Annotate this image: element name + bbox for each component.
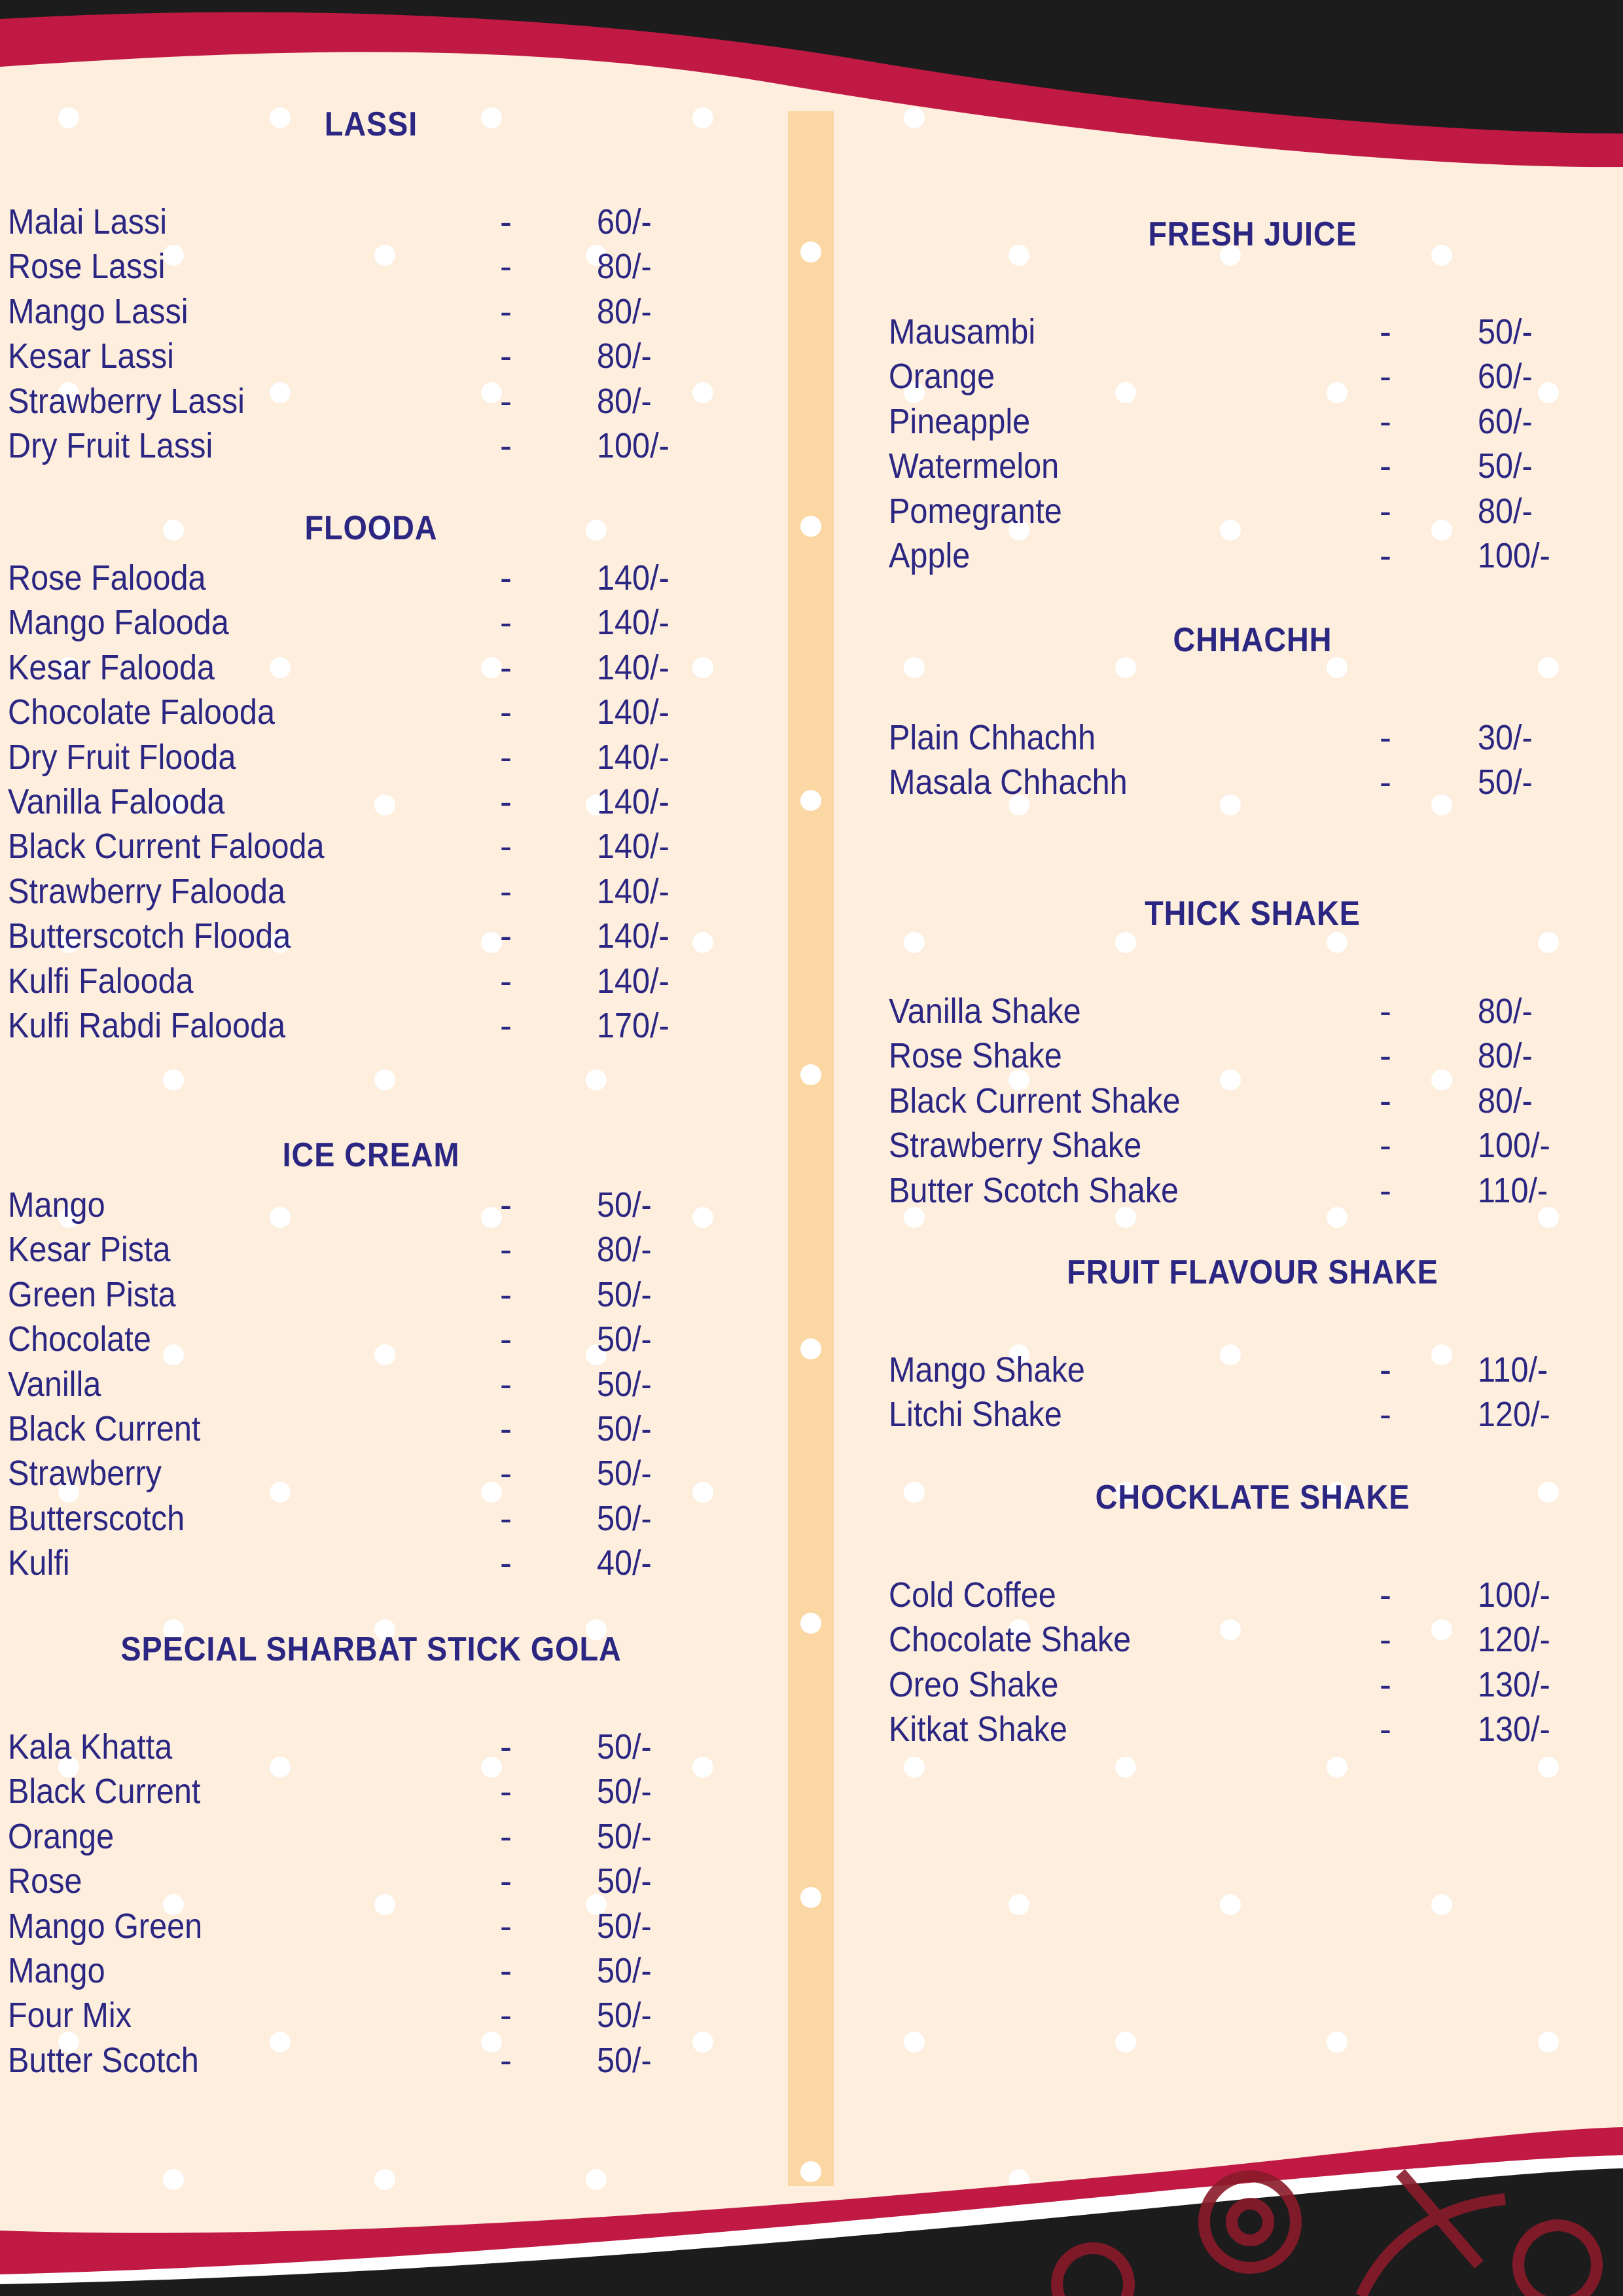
- menu-item: [8, 780, 728, 824]
- item-separator: -: [500, 1185, 512, 1225]
- item-price: 130/-: [1478, 1664, 1550, 1704]
- item-name: Litchi Shake: [889, 1395, 1062, 1435]
- item-name: Kitkat Shake: [889, 1710, 1067, 1749]
- item-separator: -: [1380, 536, 1391, 575]
- item-price: 80/-: [597, 336, 652, 376]
- item-separator: -: [500, 782, 512, 821]
- item-price: 120/-: [1478, 1620, 1550, 1660]
- item-name: Mango: [8, 1951, 105, 1990]
- item-name: Black Current Shake: [889, 1081, 1181, 1121]
- item-separator: -: [500, 291, 512, 331]
- item-name: Kulfi Falooda: [8, 961, 194, 1001]
- item-price: 140/-: [597, 692, 669, 732]
- item-separator: -: [500, 558, 512, 598]
- section-title: FLOODA: [304, 509, 438, 547]
- menu-item: [889, 1348, 1609, 1392]
- item-separator: -: [500, 1727, 512, 1767]
- item-price: 50/-: [597, 1409, 652, 1448]
- menu-item: [889, 1079, 1609, 1123]
- menu-item: [889, 1033, 1609, 1078]
- item-price: 50/-: [1478, 762, 1533, 802]
- item-price: 30/-: [1478, 718, 1533, 757]
- item-name: Butterscotch Flooda: [8, 916, 291, 956]
- item-name: Vanilla Shake: [889, 992, 1081, 1031]
- item-price: 50/-: [597, 1861, 652, 1901]
- item-price: 80/-: [597, 291, 652, 331]
- item-price: 80/-: [597, 1230, 652, 1270]
- item-name: Mango Shake: [889, 1350, 1085, 1390]
- item-price: 170/-: [597, 1006, 669, 1045]
- menu-item: [889, 533, 1609, 578]
- item-separator: -: [500, 961, 512, 1001]
- menu-item: [8, 735, 728, 780]
- item-separator: -: [1380, 1575, 1391, 1615]
- item-separator: -: [500, 692, 512, 732]
- menu-item: [889, 399, 1609, 444]
- menu-item: [8, 423, 728, 468]
- menu-item: [8, 379, 728, 423]
- item-price: 100/-: [1478, 1126, 1550, 1166]
- item-name: Chocolate Shake: [889, 1620, 1132, 1660]
- menu-item: [8, 1407, 728, 1451]
- item-separator: -: [500, 1364, 512, 1404]
- item-name: Butter Scotch: [8, 2040, 199, 2080]
- item-price: 50/-: [1478, 312, 1533, 351]
- menu-item: [8, 600, 728, 645]
- item-price: 40/-: [597, 1543, 652, 1583]
- item-separator: -: [500, 336, 512, 376]
- item-name: Pineapple: [889, 401, 1031, 441]
- item-price: 110/-: [1478, 1170, 1548, 1210]
- item-name: Mango: [8, 1185, 105, 1225]
- item-name: Chocolate Falooda: [8, 692, 275, 732]
- menu-item: [8, 289, 728, 334]
- menu-item: [8, 334, 728, 378]
- item-name: Chocolate: [8, 1319, 151, 1359]
- item-price: 50/-: [597, 1772, 652, 1812]
- item-name: Rose Shake: [889, 1036, 1062, 1076]
- menu-item: [889, 1617, 1609, 1662]
- section-title: THICK SHAKE: [1145, 895, 1361, 933]
- item-price: 80/-: [597, 247, 652, 287]
- item-separator: -: [1380, 1081, 1391, 1121]
- menu-item: [8, 690, 728, 734]
- menu-item: [8, 1362, 728, 1407]
- item-name: Cold Coffee: [889, 1575, 1056, 1615]
- menu-item: [8, 2038, 728, 2083]
- menu-item: [8, 1541, 728, 1585]
- item-name: Kulfi: [8, 1543, 70, 1583]
- item-separator: -: [1380, 1664, 1391, 1704]
- item-separator: -: [1380, 1170, 1391, 1210]
- item-name: Four Mix: [8, 1996, 132, 2036]
- item-name: Malai Lassi: [8, 202, 168, 242]
- item-separator: -: [1380, 491, 1391, 531]
- item-separator: -: [1380, 762, 1391, 802]
- menu-item: [889, 1123, 1609, 1168]
- item-price: 50/-: [597, 1364, 652, 1404]
- item-price: 50/-: [597, 1951, 652, 1990]
- menu-item: [8, 1317, 728, 1361]
- item-separator: -: [500, 1861, 512, 1901]
- item-separator: -: [1380, 1126, 1391, 1166]
- item-separator: -: [1380, 1350, 1391, 1390]
- menu-item: [8, 1451, 728, 1496]
- item-price: 140/-: [597, 647, 669, 687]
- menu-item: [8, 645, 728, 690]
- item-name: Kesar Pista: [8, 1230, 171, 1270]
- item-price: 130/-: [1478, 1710, 1550, 1749]
- item-separator: -: [500, 247, 512, 287]
- section-title: CHHACHH: [1173, 621, 1332, 659]
- item-price: 140/-: [597, 603, 669, 643]
- menu-item: [889, 444, 1609, 488]
- item-separator: -: [500, 603, 512, 643]
- item-separator: -: [1380, 718, 1391, 757]
- item-name: Strawberry Shake: [889, 1126, 1142, 1166]
- menu-item: [8, 556, 728, 600]
- item-name: Plain Chhachh: [889, 718, 1096, 757]
- menu-item: [8, 1725, 728, 1769]
- item-separator: -: [500, 1996, 512, 2036]
- item-price: 80/-: [1478, 1081, 1533, 1121]
- item-separator: -: [500, 1409, 512, 1448]
- item-name: Strawberry: [8, 1454, 162, 1494]
- item-separator: -: [500, 1772, 512, 1812]
- section-title: LASSI: [324, 105, 418, 143]
- item-name: Strawberry Falooda: [8, 871, 286, 911]
- item-separator: -: [500, 737, 512, 777]
- item-name: Apple: [889, 536, 971, 575]
- item-price: 140/-: [597, 961, 669, 1001]
- section-title: ICE CREAM: [282, 1136, 460, 1174]
- item-separator: -: [500, 1454, 512, 1494]
- item-price: 50/-: [597, 1498, 652, 1538]
- item-price: 140/-: [597, 558, 669, 598]
- item-name: Rose Falooda: [8, 558, 206, 598]
- item-separator: -: [500, 1006, 512, 1045]
- menu-item: [889, 310, 1609, 354]
- item-name: Watermelon: [889, 446, 1060, 486]
- item-separator: -: [1380, 1395, 1391, 1435]
- item-separator: -: [1380, 446, 1391, 486]
- menu-item: [8, 1272, 728, 1317]
- item-name: Orange: [8, 1816, 115, 1856]
- item-price: 50/-: [597, 1454, 652, 1494]
- menu-item: [8, 244, 728, 289]
- menu-item: [889, 989, 1609, 1033]
- menu-item: [8, 1227, 728, 1272]
- section-title: FRUIT FLAVOUR SHAKE: [1067, 1253, 1438, 1291]
- column-divider: [788, 111, 834, 2186]
- item-separator: -: [500, 2040, 512, 2080]
- item-name: Kala Khatta: [8, 1727, 173, 1767]
- menu-item: [8, 869, 728, 914]
- menu-item: [889, 760, 1609, 804]
- menu-item: [8, 1814, 728, 1859]
- item-separator: -: [1380, 1710, 1391, 1749]
- item-price: 60/-: [1478, 401, 1533, 441]
- item-price: 50/-: [597, 1185, 652, 1225]
- item-separator: -: [500, 1906, 512, 1946]
- item-name: Strawberry Lassi: [8, 381, 245, 421]
- item-name: Butter Scotch Shake: [889, 1170, 1179, 1210]
- item-name: Orange: [889, 357, 995, 397]
- item-price: 50/-: [597, 2040, 652, 2080]
- item-separator: -: [1380, 1036, 1391, 1076]
- item-separator: -: [500, 1816, 512, 1856]
- item-price: 60/-: [1478, 357, 1533, 397]
- item-name: Dry Fruit Flooda: [8, 737, 236, 777]
- item-price: 120/-: [1478, 1395, 1550, 1435]
- item-price: 80/-: [1478, 1036, 1533, 1076]
- item-price: 80/-: [597, 381, 652, 421]
- item-name: Mango Green: [8, 1906, 203, 1946]
- menu-item: [889, 1573, 1609, 1617]
- item-price: 140/-: [597, 871, 669, 911]
- menu-item: [889, 715, 1609, 760]
- item-name: Kesar Falooda: [8, 647, 215, 687]
- menu-item: [8, 959, 728, 1003]
- item-separator: -: [500, 1230, 512, 1270]
- item-price: 140/-: [597, 737, 669, 777]
- item-price: 50/-: [597, 1727, 652, 1767]
- item-name: Mausambi: [889, 312, 1036, 351]
- item-price: 80/-: [1478, 992, 1533, 1031]
- menu-item: [8, 1993, 728, 2037]
- item-separator: -: [500, 871, 512, 911]
- item-price: 50/-: [597, 1996, 652, 2036]
- item-name: Black Current: [8, 1772, 201, 1812]
- menu-item: [889, 1168, 1609, 1213]
- item-name: Vanilla Falooda: [8, 782, 225, 821]
- item-price: 140/-: [597, 782, 669, 821]
- item-separator: -: [500, 426, 512, 465]
- item-separator: -: [500, 1498, 512, 1538]
- item-price: 60/-: [597, 202, 652, 242]
- menu-item: [889, 1707, 1609, 1751]
- item-name: Pomegrante: [889, 491, 1062, 531]
- item-separator: -: [500, 647, 512, 687]
- item-name: Green Pista: [8, 1274, 176, 1314]
- menu-item: [8, 914, 728, 958]
- menu-item: [889, 354, 1609, 399]
- section-title: SPECIAL SHARBAT STICK GOLA: [120, 1630, 622, 1668]
- item-price: 50/-: [597, 1319, 652, 1359]
- item-name: Black Current: [8, 1409, 201, 1448]
- item-name: Butterscotch: [8, 1498, 185, 1538]
- item-separator: -: [500, 1319, 512, 1359]
- item-separator: -: [500, 1274, 512, 1314]
- menu-item: [8, 1948, 728, 1993]
- menu-item: [8, 1859, 728, 1903]
- item-separator: -: [500, 916, 512, 956]
- item-name: Oreo Shake: [889, 1664, 1059, 1704]
- item-price: 140/-: [597, 827, 669, 867]
- item-separator: -: [500, 381, 512, 421]
- item-name: Kesar Lassi: [8, 336, 174, 376]
- section-title: FRESH JUICE: [1148, 215, 1357, 253]
- item-price: 50/-: [1478, 446, 1533, 486]
- item-name: Mango Falooda: [8, 603, 229, 643]
- item-name: Rose: [8, 1861, 82, 1901]
- item-name: Vanilla: [8, 1364, 101, 1404]
- menu-item: [889, 1662, 1609, 1707]
- menu-item: [8, 1003, 728, 1048]
- item-price: 50/-: [597, 1906, 652, 1946]
- menu-item: [8, 824, 728, 869]
- item-name: Black Current Falooda: [8, 827, 325, 867]
- item-separator: -: [1380, 1620, 1391, 1660]
- item-name: Rose Lassi: [8, 247, 166, 287]
- item-price: 100/-: [1478, 536, 1550, 575]
- item-separator: -: [1380, 312, 1391, 351]
- item-separator: -: [500, 202, 512, 242]
- menu-item: [8, 1496, 728, 1541]
- section-title: CHOCKLATE SHAKE: [1095, 1479, 1410, 1516]
- item-price: 80/-: [1478, 491, 1533, 531]
- item-separator: -: [1380, 992, 1391, 1031]
- item-name: Kulfi Rabdi Falooda: [8, 1006, 286, 1045]
- item-price: 100/-: [1478, 1575, 1550, 1615]
- menu-item: [8, 1769, 728, 1814]
- menu-item: [8, 1904, 728, 1948]
- menu-item: [889, 489, 1609, 533]
- item-price: 50/-: [597, 1816, 652, 1856]
- item-price: 140/-: [597, 916, 669, 956]
- item-separator: -: [1380, 401, 1391, 441]
- item-separator: -: [500, 827, 512, 867]
- menu-item: [889, 1392, 1609, 1437]
- item-price: 50/-: [597, 1274, 652, 1314]
- item-name: Dry Fruit Lassi: [8, 426, 213, 465]
- menu-item: [8, 1183, 728, 1227]
- item-price: 110/-: [1478, 1350, 1548, 1390]
- item-separator: -: [500, 1543, 512, 1583]
- item-separator: -: [500, 1951, 512, 1990]
- item-name: Mango Lassi: [8, 291, 188, 331]
- menu-item: [8, 200, 728, 244]
- item-separator: -: [1380, 357, 1391, 397]
- item-price: 100/-: [597, 426, 669, 465]
- item-name: Masala Chhachh: [889, 762, 1128, 802]
